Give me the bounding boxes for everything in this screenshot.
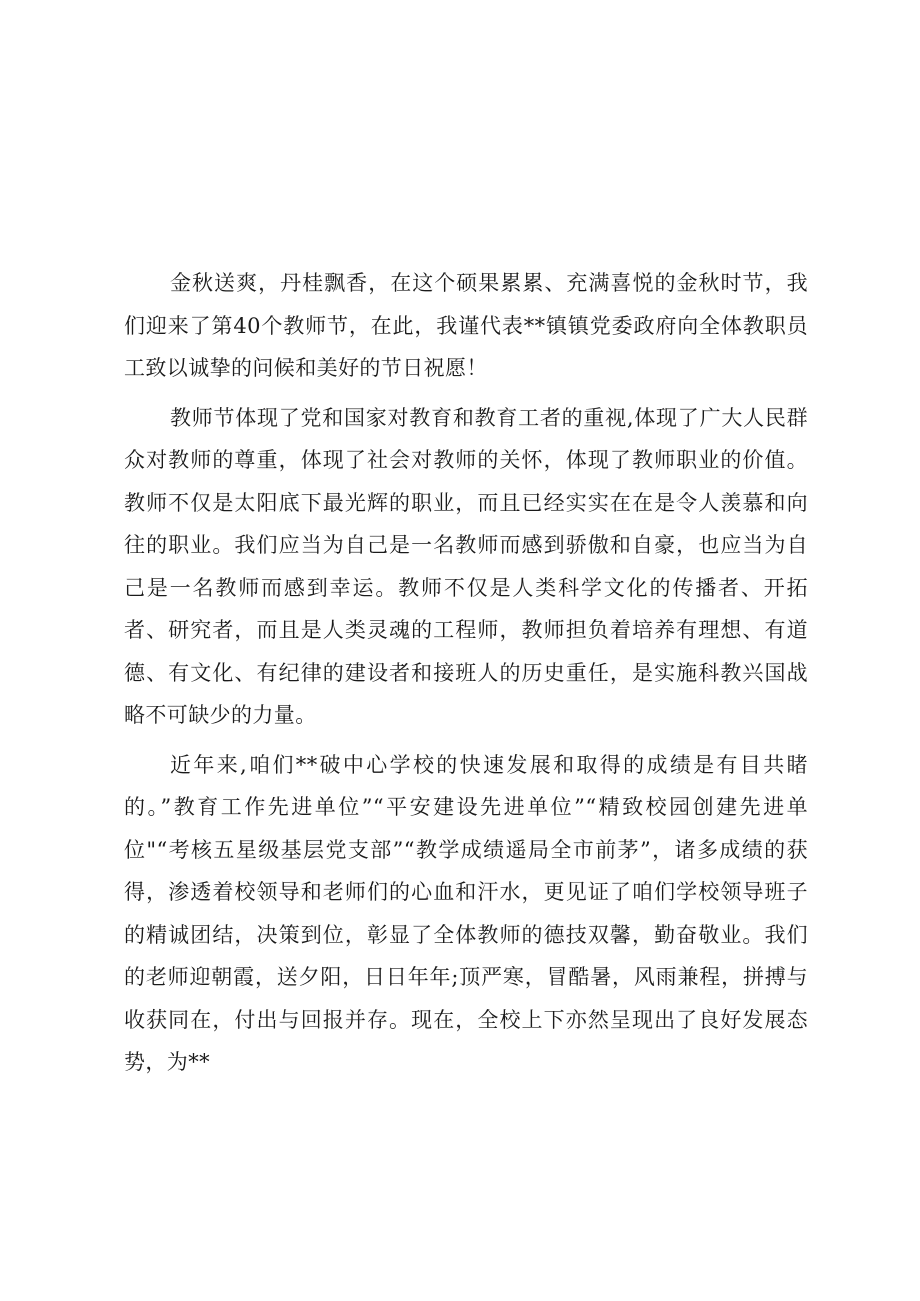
document-body [124, 262, 808, 1091]
paragraph-school-achievements: 近年来,咱们**破中心学校的快速发展和取得的成绩是有目共睹的。”教育工作先进单位”“平安建设先进单位”“精致校园创建先进单位"“考核五星级基层党支部”“教学成绩遥局全市前茅”，诸多成绩的获得，渗透着校领导和老师们的心血和汗水，更见证了咱们学校领导班子的精诚团结，决策到位，彰显了全体教师的德技双馨，勤奋敬业。我们的老师迎朝霞，送夕阳，日日年年;顶严寒，冒酷暑，风雨兼程，拼搏与收获同在，付出与回报并存。现在，全校上下亦然呈现出了良好发展态势，为** [124, 752, 808, 1074]
paragraph-teacher-value: 教师节体现了党和国家对教育和教育工者的重视,体现了广大人民群众对教师的尊重，体现了社会对教师的关怀，体现了教师职业的价值。教师不仅是太阳底下最光辉的职业，而且已经实实在在是令人羡慕和向往的职业。我们应当为自己是一名教师而感到骄傲和自豪，也应当为自己是一名教师而感到幸运。教师不仅是人类科学文化的传播者、开拓者、研究者，而且是人类灵魂的工程师，教师担负着培养有理想、有道德、有文化、有纪律的建设者和接班人的历史重任，是实施科教兴国战略不可缺少的力量。 [124, 405, 808, 727]
paragraph-greeting: 金秋送爽，丹桂飘香，在这个硕果累累、充满喜悦的金秋时节，我们迎来了第40个教师节，在此，我谨代表**镇镇党委政府向全体教职员工致以诚挚的问候和美好的节日祝愿！ [124, 271, 808, 380]
